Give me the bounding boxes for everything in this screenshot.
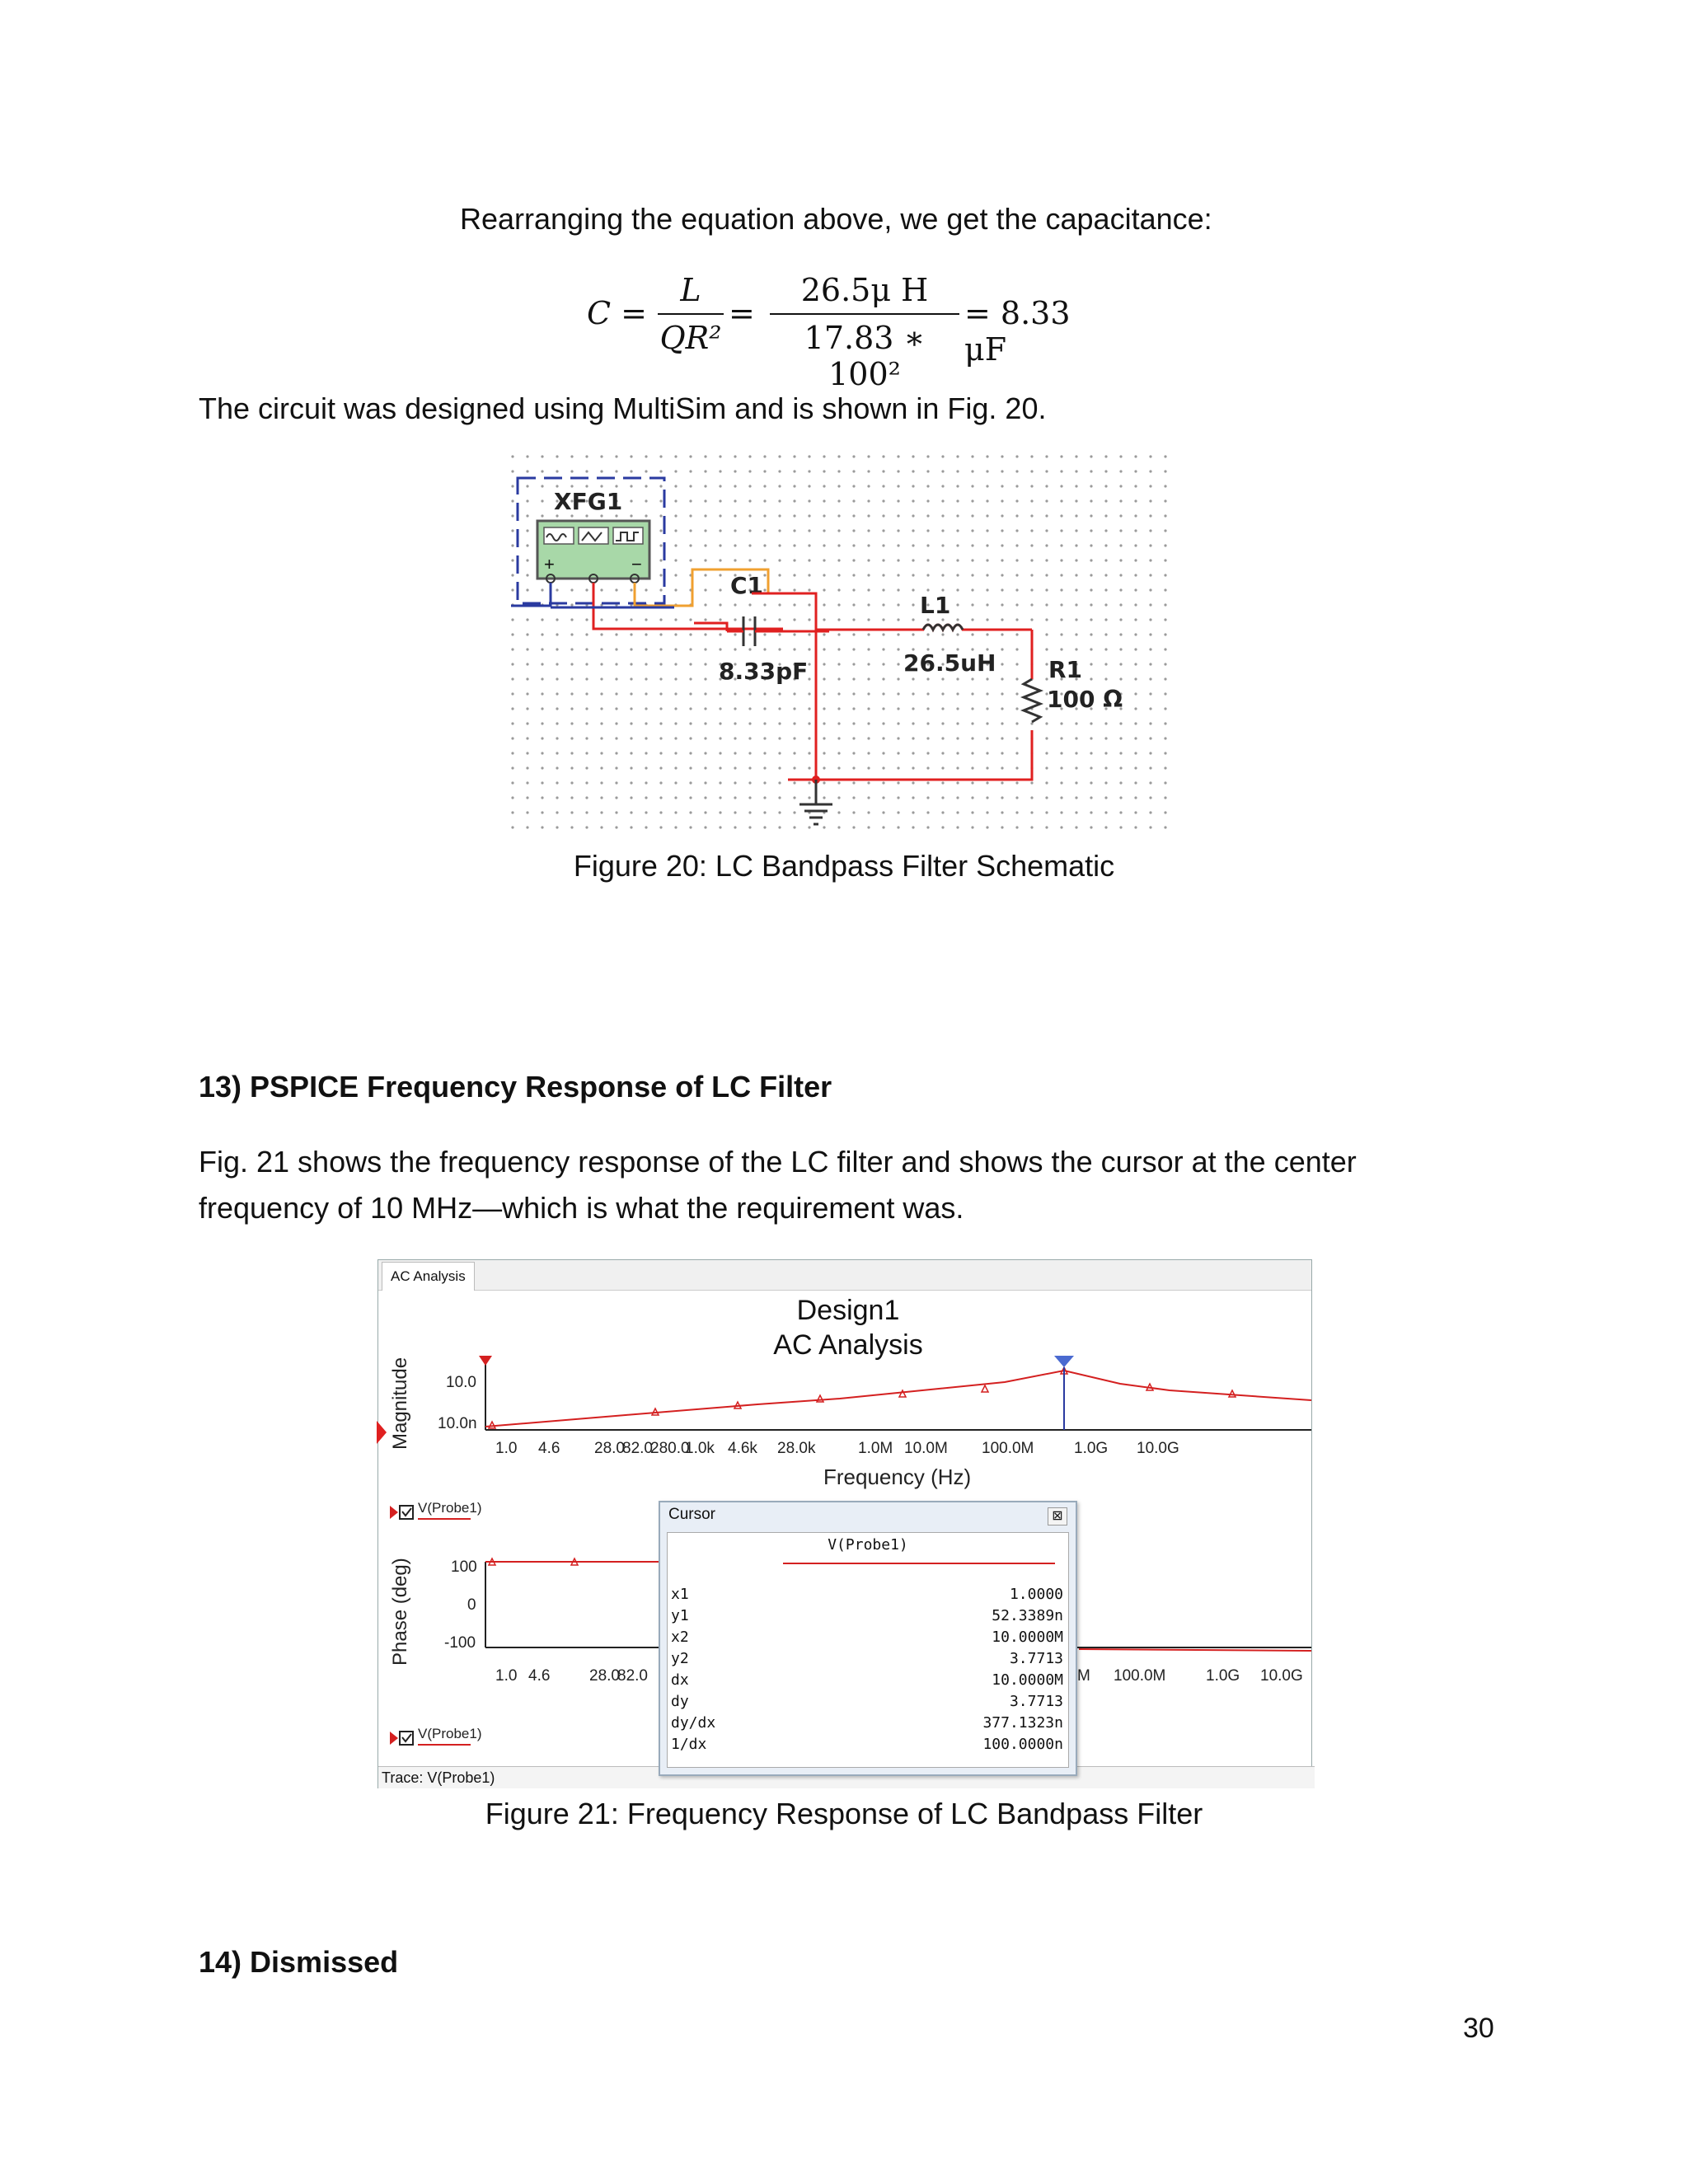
magnitude-ylabel: Magnitude <box>389 1357 411 1450</box>
cursor-row-key: x1 <box>671 1586 689 1603</box>
phase-x-tick-label: M <box>1077 1667 1090 1685</box>
trace-marker <box>489 1422 495 1428</box>
x-tick-label: 28.0 <box>594 1440 625 1457</box>
trace-marker <box>982 1385 988 1392</box>
fraction1-denominator: QR² <box>659 320 722 356</box>
x-tick-label: 82.0 <box>622 1440 653 1457</box>
cursor-row <box>671 1584 1063 1605</box>
legend1-checkbox <box>400 1506 413 1519</box>
phase-ylabel: Phase (deg) <box>389 1558 411 1666</box>
phase-x-tick-label: 4.6 <box>528 1667 551 1685</box>
legend1-label: V(Probe1) <box>418 1500 482 1516</box>
x-tick-label: 100.0M <box>982 1440 1034 1457</box>
tab-ac-analysis[interactable]: AC Analysis <box>382 1262 475 1291</box>
cursor-row-value: 3.7713 <box>1009 1693 1063 1710</box>
phase-x-tick-label: 82.0 <box>617 1667 648 1685</box>
phase-y-tick-label: 0 <box>467 1596 476 1614</box>
fraction2-denominator: 17.83 ∗ 100² <box>804 320 926 392</box>
x-tick-label: 10.0M <box>904 1440 948 1457</box>
cursor-row <box>671 1648 1063 1670</box>
x-tick-label: 1.0M <box>858 1440 893 1457</box>
plot-title-line1: Design1 <box>796 1295 900 1326</box>
r1-value: 100 Ω <box>1047 686 1123 713</box>
svg-text:+: + <box>544 554 555 574</box>
cursor-row-value: 1.0000 <box>1009 1586 1063 1603</box>
x-tick-label: 4.6k <box>728 1440 757 1457</box>
x-tick-label: 1.0G <box>1074 1440 1109 1457</box>
fraction1-numerator: L <box>680 272 701 308</box>
para-multisim: The circuit was designed using MultiSim and is shown in Fig. 20. <box>199 391 1047 425</box>
cursor2-marker <box>1054 1356 1074 1367</box>
cursor-row-value: 3.7713 <box>1009 1650 1063 1667</box>
eq-result: = 8.33 μF <box>964 295 1071 368</box>
trace-marker <box>652 1408 659 1415</box>
x-tick-label: 28.0k <box>777 1440 816 1457</box>
cursor-row-key: y2 <box>671 1650 689 1667</box>
cursor-row <box>671 1670 1063 1691</box>
capacitance-equation <box>587 272 1114 392</box>
cursor-row-key: dy/dx <box>671 1714 716 1732</box>
r1-label: R1 <box>1048 656 1083 683</box>
magnitude-y-ticks <box>438 1374 477 1432</box>
close-icon[interactable]: ⊠ <box>1048 1507 1067 1526</box>
cursor-row-key: dy <box>671 1693 689 1710</box>
section14-heading: 14) Dismissed <box>199 1945 399 1979</box>
svg-text:−: − <box>631 554 642 574</box>
cursor-title: Cursor <box>668 1506 716 1523</box>
trace-marker <box>817 1395 823 1402</box>
phase-x-tick-label: 1.0 <box>495 1667 518 1685</box>
cursor-row-value: 10.0000M <box>992 1671 1063 1689</box>
phase-x-tick-label: 28.0 <box>589 1667 620 1685</box>
x-tick-label: 4.6 <box>538 1440 560 1457</box>
section13-paragraph: Fig. 21 shows the frequency response of the LC filter and shows the cursor at the center frequency of 10 MHz—which is what the requirement was. <box>199 1145 1357 1225</box>
cursor-row <box>671 1627 1063 1648</box>
magnitude-trace <box>485 1371 1311 1427</box>
eq-equals: = <box>729 295 755 331</box>
cursor-row-value: 10.0000M <box>992 1629 1063 1646</box>
c1-label: C1 <box>730 572 764 599</box>
plot-title-line2: AC Analysis <box>773 1329 923 1361</box>
cursor-dialog[interactable] <box>659 1501 1077 1776</box>
cursor-table <box>667 1532 1069 1768</box>
x-tick-label: 1.0k <box>685 1440 715 1457</box>
fraction-value <box>770 272 959 392</box>
l1-label: L1 <box>920 592 951 619</box>
x-tick-label: 280.0 <box>650 1440 690 1457</box>
phase-x-tick-label: 10.0G <box>1260 1667 1303 1685</box>
phase-trace-high <box>1079 1649 1311 1651</box>
section13-heading: 13) PSPICE Frequency Response of LC Filter <box>199 1070 832 1104</box>
cursor-row-key: 1/dx <box>671 1736 707 1753</box>
legend2-checkbox <box>400 1732 413 1745</box>
phase-x-tick-label: 100.0M <box>1114 1667 1166 1685</box>
phase-y-tick-label: 100 <box>451 1558 477 1576</box>
fraction-l-over-qr2 <box>658 272 724 356</box>
mag-y-tick-label: 10.0n <box>438 1415 477 1432</box>
cursor-row-value: 100.0000n <box>982 1736 1063 1753</box>
fig21-caption: Figure 21: Frequency Response of LC Bandpass Filter <box>485 1797 1203 1830</box>
fraction2-numerator: 26.5μ H <box>800 272 929 308</box>
lc-bandpass-schematic <box>511 455 1170 841</box>
x-tick-label: 10.0G <box>1137 1440 1179 1457</box>
cursor-row-value: 377.1323n <box>982 1714 1063 1732</box>
trace-status-bar: Trace: V(Probe1) <box>378 1766 1315 1788</box>
cursor-row <box>671 1691 1063 1713</box>
eq-lhs: C = <box>587 295 647 331</box>
ac-analysis-window <box>377 1259 1312 1788</box>
page-number: 30 <box>1463 2013 1494 2044</box>
xfg1-label: XFG1 <box>554 488 623 515</box>
c1-value: 8.33pF <box>719 658 809 685</box>
x-axis-label: Frequency (Hz) <box>823 1465 972 1489</box>
cursor-row-key: y1 <box>671 1607 689 1624</box>
legend2-label: V(Probe1) <box>418 1726 482 1741</box>
cursor-row-key: x2 <box>671 1629 689 1646</box>
cursor-series-name: V(Probe1) <box>828 1536 908 1554</box>
cursor-row <box>671 1734 1063 1755</box>
cursor-row-key: dx <box>671 1671 689 1689</box>
cursor1-marker <box>479 1356 492 1366</box>
phase-y-ticks <box>444 1558 477 1652</box>
cursor-row-value: 52.3389n <box>992 1607 1063 1624</box>
fig20-caption: Figure 20: LC Bandpass Filter Schematic <box>573 849 1115 883</box>
mag-y-tick-label: 10.0 <box>446 1374 476 1391</box>
trace-marker <box>1229 1390 1236 1397</box>
phase-x-tick-label: 1.0G <box>1206 1667 1240 1685</box>
l1-value: 26.5uH <box>903 649 996 677</box>
x-tick-label: 1.0 <box>495 1440 518 1457</box>
cursor-row <box>671 1605 1063 1627</box>
magnitude-x-ticks <box>495 1440 1179 1457</box>
intro-text: Rearranging the equation above, we get the capacitance: <box>460 202 1212 236</box>
phase-y-tick-label: -100 <box>444 1634 476 1652</box>
cursor-row <box>671 1713 1063 1734</box>
cursor-series-line <box>783 1563 1055 1564</box>
